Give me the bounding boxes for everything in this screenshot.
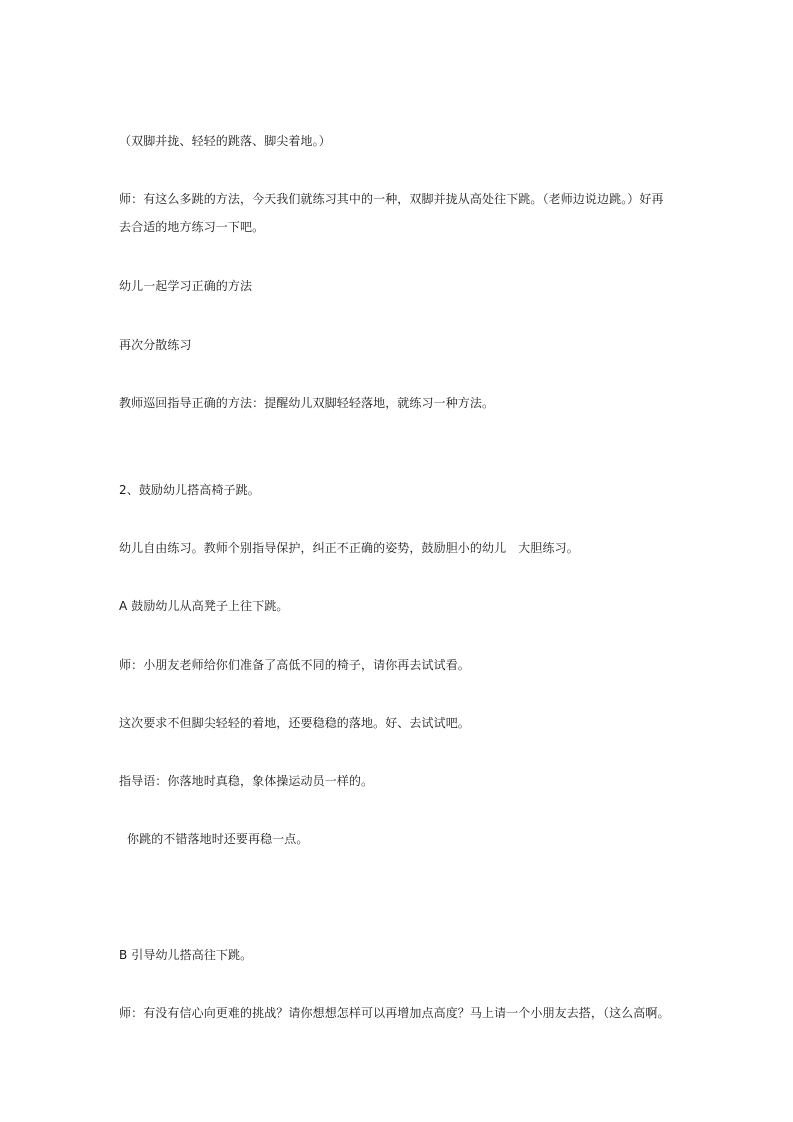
subsection-heading: A 鼓励幼儿从高凳子上往下跳。 (119, 599, 289, 613)
paragraph-line: 你跳的不错落地时还要再稳一点。 (127, 832, 309, 846)
paragraph-line: 教师巡回指导正确的方法：提醒幼儿双脚轻轻落地，就练习一种方法。 (119, 396, 495, 410)
paragraph-line: 这次要求不但脚尖轻轻的着地，还要稳稳的落地。好、去试试吧。 (119, 716, 470, 730)
subsection-heading: B 引导幼儿搭高往下跳。 (119, 948, 253, 962)
paragraph-line: 幼儿自由练习。教师个别指导保护，纠正不正确的姿势，鼓励胆小的幼儿 大胆练习。 (119, 541, 579, 555)
paragraph-line: 师：有没有信心向更难的挑战？请你想想怎样可以再增加点高度？马上请一个小朋友去搭，（这么高啊。 (119, 1006, 670, 1020)
paragraph-line: （双脚并拢、轻轻的跳落、脚尖着地。） (119, 134, 331, 148)
section-heading: 2、鼓励幼儿搭高椅子跳。 (119, 483, 260, 497)
paragraph-line: 幼儿一起学习正确的方法 (119, 279, 253, 293)
paragraph-line: 师：有这么多跳的方法，今天我们就练习其中的一种，双脚并拢从高处往下跳。（老师边说边跳。）好再 (119, 192, 664, 206)
paragraph-line: 师：小朋友老师给你们准备了高低不同的椅子，请你再去试试看。 (119, 658, 470, 672)
paragraph-line: 再次分散练习 (119, 338, 192, 352)
paragraph-line: 指导语：你落地时真稳，象体操运动员一样的。 (119, 774, 374, 788)
paragraph-line: 去合适的地方练习一下吧。 (119, 220, 265, 234)
